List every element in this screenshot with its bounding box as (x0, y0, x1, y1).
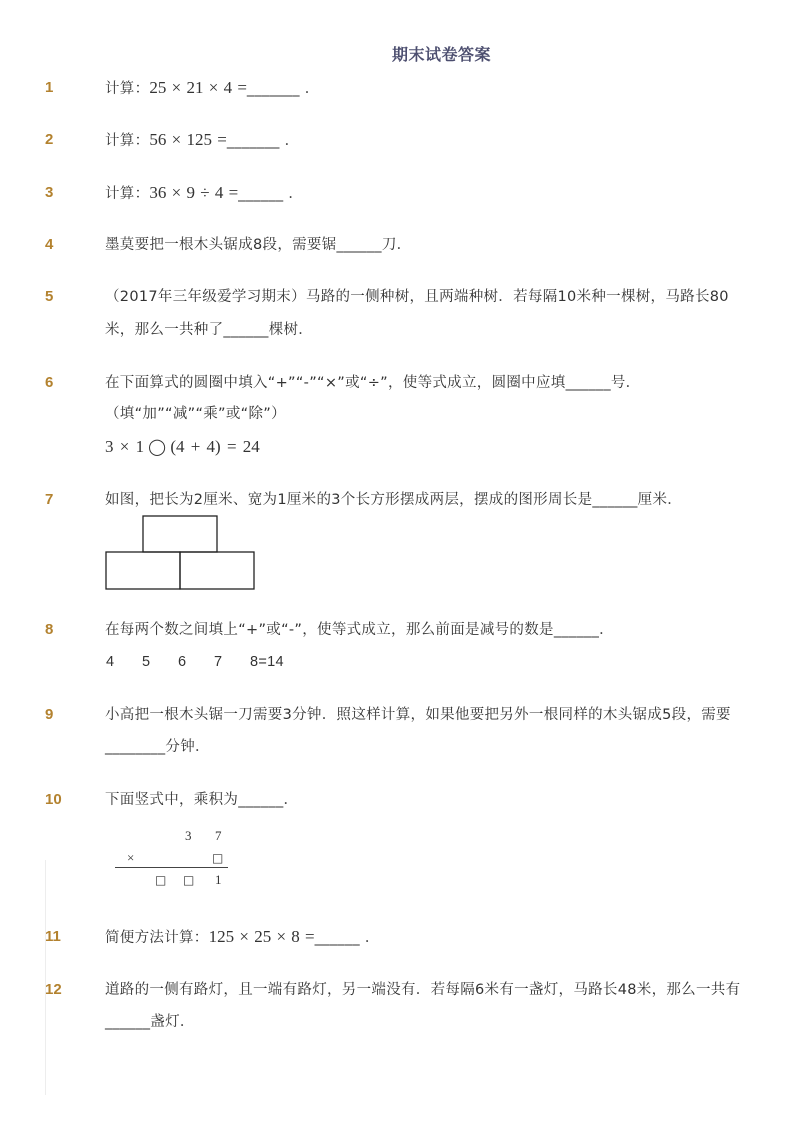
question-number-4: 4 (45, 236, 54, 253)
number-item: 8=14 (250, 654, 284, 670)
bottom-left-rectangle (106, 552, 180, 589)
question-5-line-2: 米，那么一共种了______棵树． (105, 322, 314, 338)
vertical-rule (115, 867, 228, 868)
question-2-answer-blank: _______ (226, 133, 280, 149)
question-number-6: 6 (45, 374, 54, 391)
question-1-expression: 25 × 21 × 4 = (149, 78, 247, 97)
question-number-5: 5 (45, 288, 54, 305)
question-7-text: 如图，把长为2厘米、宽为1厘米的3个长方形摆成两层，摆成的图形周长是______厘米． (105, 492, 683, 508)
question-4-text: 墨莫要把一根木头锯成8段，需要锯______刀． (105, 237, 412, 253)
multiplicand-ones-digit: 7 (215, 828, 222, 843)
question-number-3: 3 (45, 184, 54, 201)
question-12-line-2: ______盏灯． (105, 1014, 195, 1030)
question-2-expression: 56 × 125 = (149, 130, 227, 149)
question-number-8: 8 (45, 621, 54, 638)
rectangles-figure (100, 510, 260, 595)
question-number-1: 1 (45, 79, 54, 96)
question-number-9: 9 (45, 706, 54, 723)
circle-blank-icon: ◯ (148, 437, 167, 456)
question-8-number-row (106, 652, 286, 672)
question-9-line-1: 小高把一根木头锯一刀需要3分钟．照这样计算，如果他要把另外一根同样的木头锯成5段，需要 (105, 707, 731, 723)
top-rectangle (143, 516, 217, 552)
question-number-7: 7 (45, 491, 54, 508)
question-2-text (105, 130, 299, 151)
number-item: 4 (106, 654, 115, 670)
question-6-equation (105, 437, 260, 458)
question-number-11: 11 (45, 928, 61, 945)
question-10-text: 下面竖式中，乘积为______． (105, 792, 299, 808)
question-12-line-1: 道路的一侧有路灯，且一端有路灯，另一端没有．若每隔6米有一盏灯，马路长48米，那么一共有 (105, 982, 741, 998)
question-number-10: 10 (45, 791, 62, 808)
question-3-expression: 36 × 9 ÷ 4 = (149, 183, 239, 202)
question-6-equation-left: 3 × 1 (105, 437, 145, 456)
question-3-text (105, 183, 303, 204)
question-1-text (105, 78, 320, 99)
multiply-sign: × (127, 850, 135, 865)
question-6-line-1: 在下面算式的圆圈中填入“+”“-”“×”或“÷”，使等式成立，圆圈中应填______号． (105, 375, 641, 391)
page-title: 期末试卷答案 (392, 45, 492, 64)
question-3-prefix: 计算： (105, 186, 150, 202)
scan-margin-line (45, 860, 46, 1095)
question-8-text: 在每两个数之间填上“+”或“-”，使等式成立，那么前面是减号的数是______． (105, 622, 614, 638)
bottom-right-rectangle (180, 552, 254, 589)
question-11-text (105, 927, 380, 948)
question-1-suffix: ． (299, 81, 320, 97)
question-number-2: 2 (45, 131, 54, 148)
multiplier-box-icon: □ (212, 851, 224, 865)
question-number-12: 12 (45, 981, 62, 998)
question-3-answer-blank: ______ (238, 186, 284, 202)
question-9-line-2: ________分钟． (105, 739, 210, 755)
question-11-expression: 125 × 25 × 8 = (208, 927, 315, 946)
number-item: 6 (178, 654, 187, 670)
question-6-equation-right: (4 + 4) = 24 (170, 437, 260, 456)
question-11-answer-blank: ______ (314, 930, 360, 946)
question-1-prefix: 计算： (105, 81, 150, 97)
question-5-line-1: （2017年三年级爱学习期末）马路的一侧种树，且两端种树．若每隔10米种一棵树，马路长80 (105, 289, 729, 305)
multiplicand-tens-digit: 3 (185, 828, 192, 843)
number-item: 7 (214, 654, 223, 670)
product-hundreds-box-icon: □ (155, 873, 167, 887)
product-tens-box-icon: □ (183, 873, 195, 887)
question-6-line-2: （填“加”“减”“乘”或“除”） (105, 406, 286, 422)
question-2-prefix: 计算： (105, 133, 150, 149)
product-ones-digit: 1 (215, 872, 222, 887)
question-11-prefix: 简便方法计算： (105, 930, 209, 946)
question-3-suffix: ． (283, 186, 304, 202)
question-2-suffix: ． (279, 133, 300, 149)
question-11-suffix: ． (359, 930, 380, 946)
question-1-answer-blank: _______ (246, 81, 300, 97)
number-item: 5 (142, 654, 151, 670)
